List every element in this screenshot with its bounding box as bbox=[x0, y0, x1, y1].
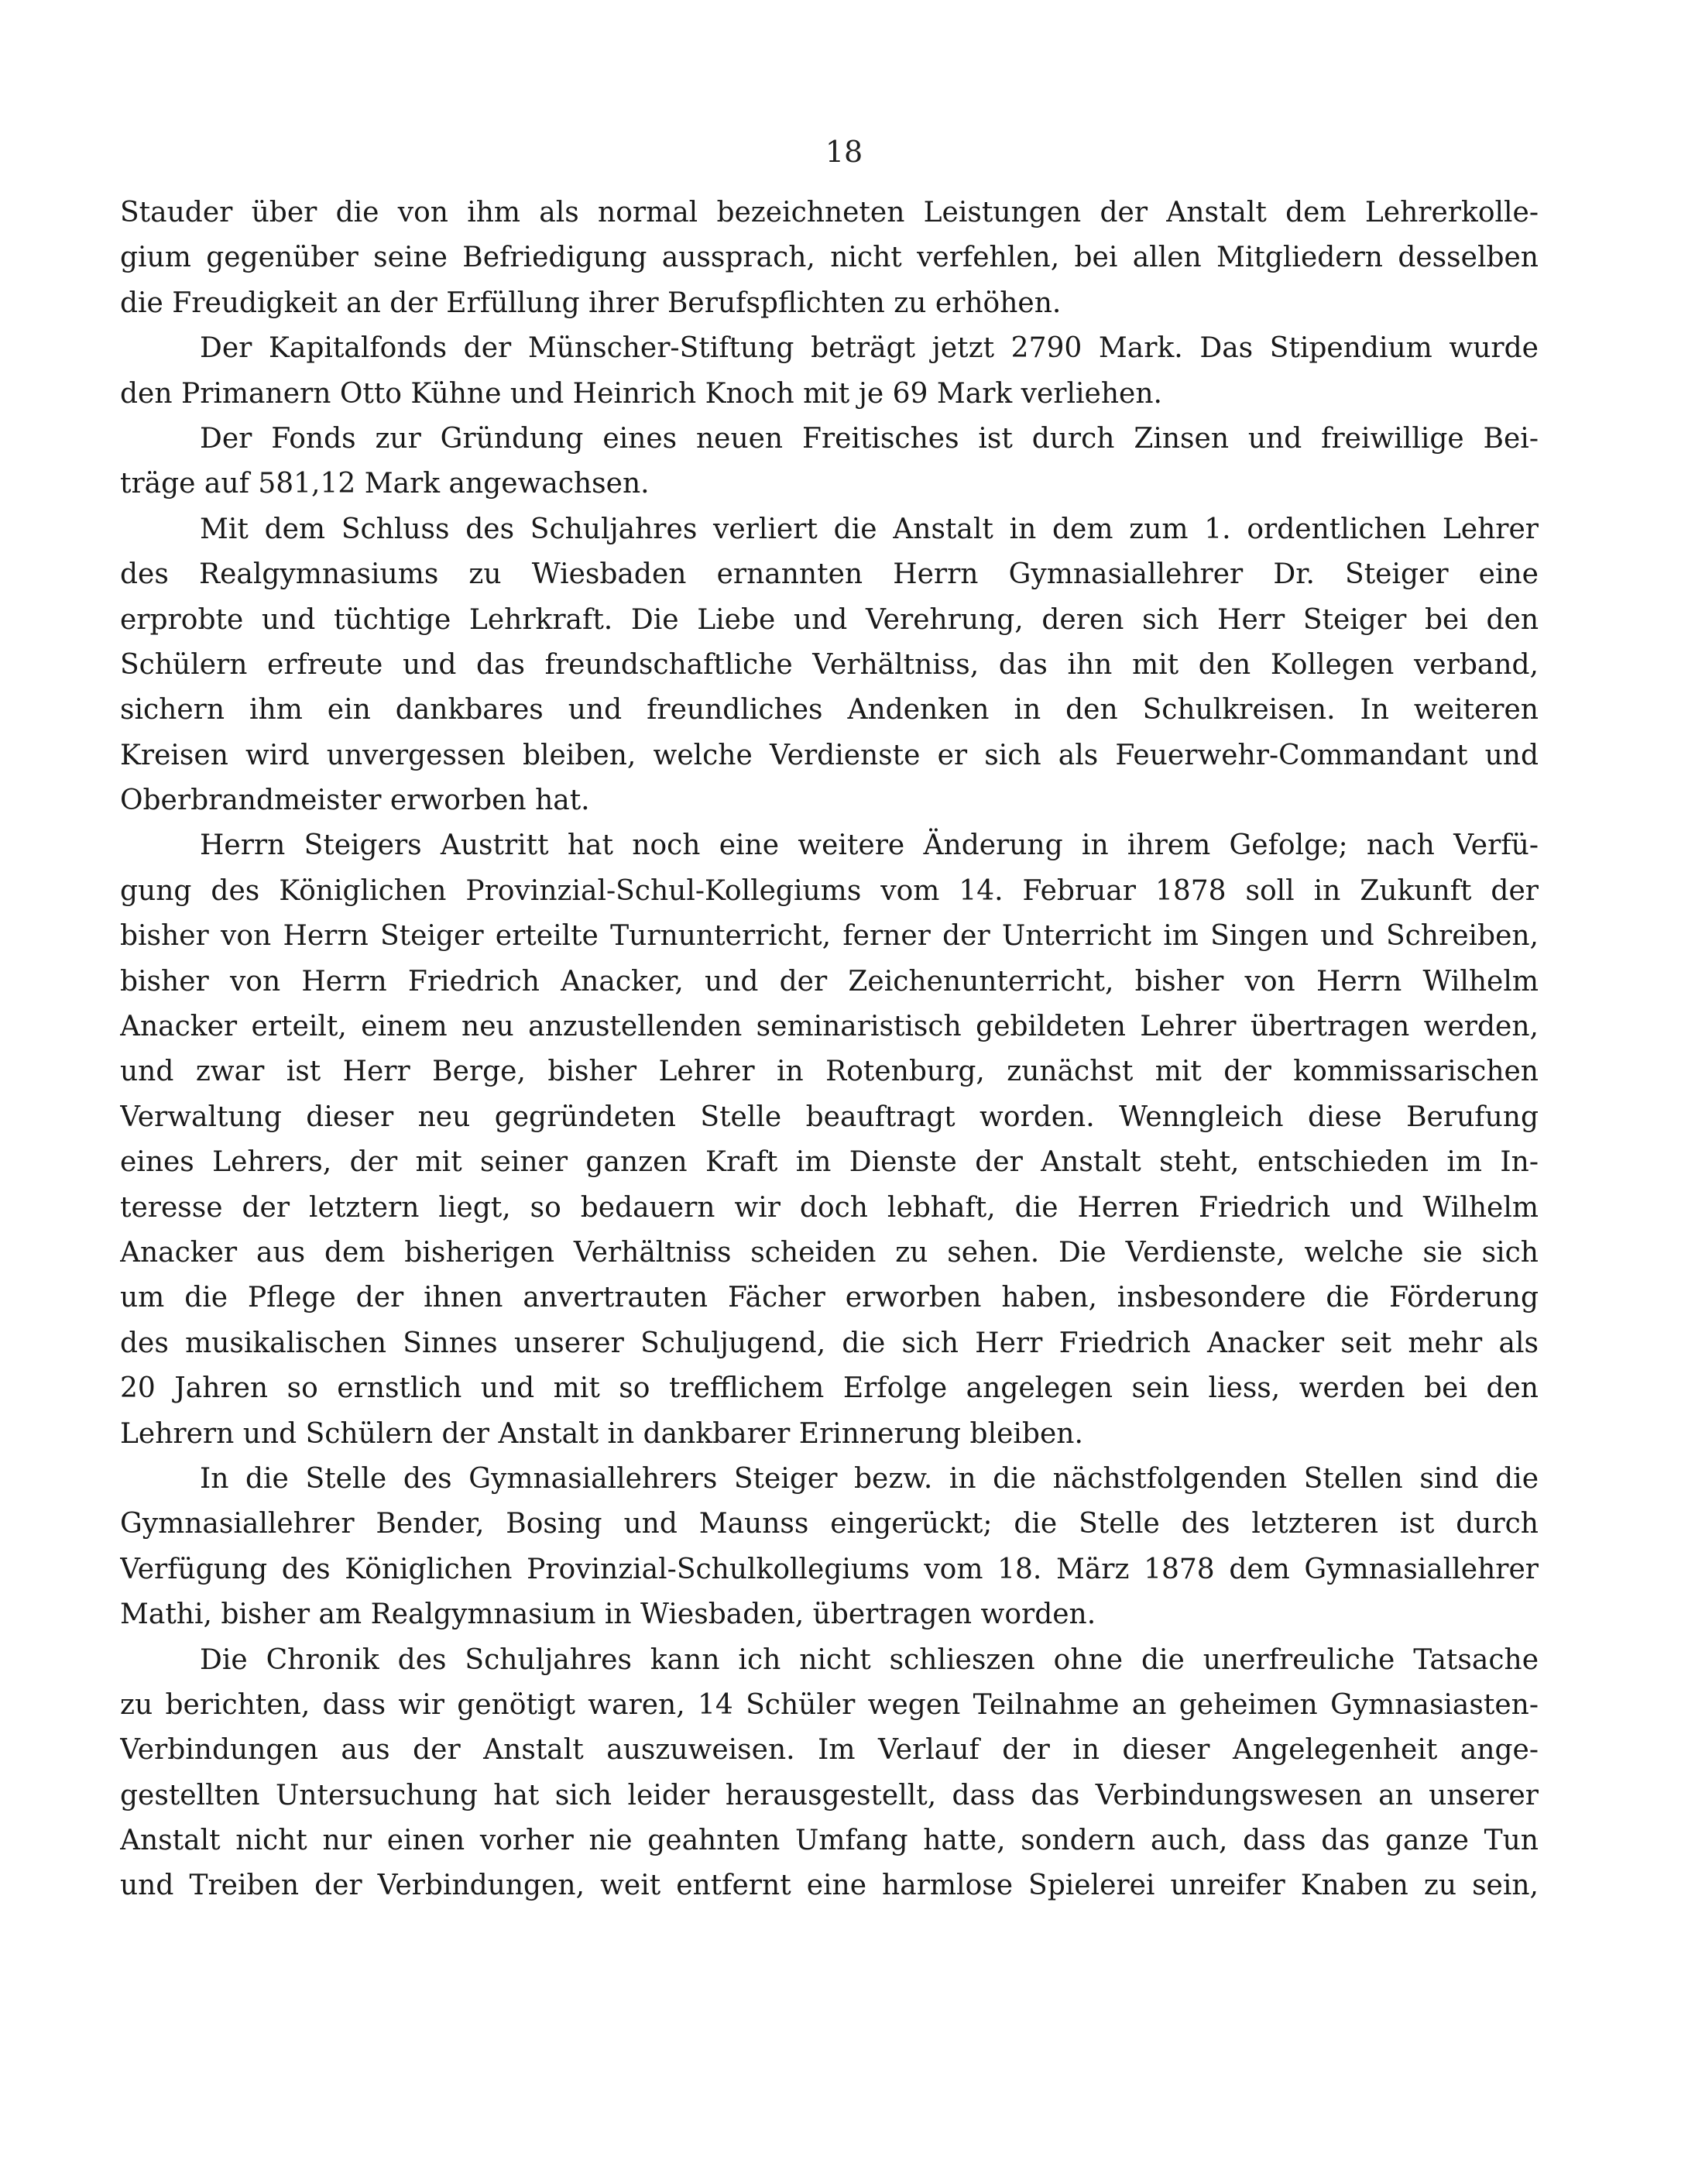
text-line: Schülern erfreute und das freundschaftliche Verhältniss, das ihn mit den Kollegen verband, bbox=[120, 648, 1539, 681]
text-line: Die Chronik des Schuljahres kann ich nicht schlieszen ohne die unerfreuliche Tatsache bbox=[200, 1643, 1539, 1676]
text-line: Herrn Steigers Austritt hat noch eine weitere Änderung in ihrem Gefolge; nach Verfü- bbox=[200, 829, 1539, 862]
text-line: Anstalt nicht nur einen vorher nie geahnten Umfang hatte, sondern auch, dass das ganze Tun bbox=[120, 1825, 1539, 1857]
text-line: die Freudigkeit an der Erfüllung ihrer Berufspflichten zu erhöhen. bbox=[120, 287, 1062, 319]
page-number: 18 bbox=[825, 135, 863, 169]
text-line: In die Stelle des Gymnasiallehrers Steiger bezw. in die nächstfolgenden Stellen sind die bbox=[200, 1462, 1539, 1495]
text-line: Verwaltung dieser neu gegründeten Stelle beauftragt worden. Wenngleich diese Berufung bbox=[120, 1101, 1539, 1133]
text-line: des Realgymnasiums zu Wiesbaden ernannten Herrn Gymnasiallehrer Dr. Steiger eine bbox=[120, 558, 1539, 591]
text-line: Der Kapitalfonds der Münscher-Stiftung beträgt jetzt 2790 Mark. Das Stipendium wurde bbox=[200, 332, 1539, 365]
text-line: bisher von Herrn Steiger erteilte Turnunterricht, ferner der Unterricht im Singen und Schreiben, bbox=[120, 920, 1539, 953]
text-line: Der Fonds zur Gründung eines neuen Freitisches ist durch Zinsen und freiwillige Bei- bbox=[200, 422, 1539, 455]
text-line: Anacker aus dem bisherigen Verhältniss scheiden zu sehen. Die Verdienste, welche sie sich bbox=[120, 1236, 1539, 1269]
body-text bbox=[120, 191, 1539, 1909]
text-line: gium gegenüber seine Befriedigung aussprach, nicht verfehlen, bei allen Mitgliedern desselben bbox=[120, 242, 1539, 274]
text-line: bisher von Herrn Friedrich Anacker, und der Zeichenunterricht, bisher von Herrn Wilhelm bbox=[120, 965, 1539, 998]
text-line: des musikalischen Sinnes unserer Schuljugend, die sich Herr Friedrich Anacker seit mehr als bbox=[120, 1327, 1539, 1359]
text-line: und Treiben der Verbindungen, weit entfernt eine harmlose Spielerei unreifer Knaben zu sein, bbox=[120, 1870, 1539, 1902]
text-line: Mathi, bisher am Realgymnasium in Wiesbaden, übertragen worden. bbox=[120, 1599, 1096, 1631]
text-line: Oberbrandmeister erworben hat. bbox=[120, 785, 590, 817]
text-line: Kreisen wird unvergessen bleiben, welche Verdienste er sich als Feuerwehr-Commandant und bbox=[120, 739, 1539, 771]
text-line: Verfügung des Königlichen Provinzial-Schulkollegiums vom 18. März 1878 dem Gymnasiallehrer bbox=[120, 1553, 1539, 1585]
text-line: Stauder über die von ihm als normal bezeichneten Leistungen der Anstalt dem Lehrerkolle- bbox=[120, 197, 1539, 228]
text-line: zu berichten, dass wir genötigt waren, 14 Schüler wegen Teilnahme an geheimen Gymnasiasten- bbox=[120, 1688, 1539, 1721]
text-line: gestellten Untersuchung hat sich leider herausgestellt, dass das Verbindungswesen an unserer bbox=[120, 1779, 1539, 1811]
text-line: Gymnasiallehrer Bender, Bosing und Maunss eingerückt; die Stelle des letzteren ist durch bbox=[120, 1508, 1539, 1540]
text-line: den Primanern Otto Kühne und Heinrich Knoch mit je 69 Mark verliehen. bbox=[120, 377, 1162, 410]
text-line: um die Pflege der ihnen anvertrauten Fächer erworben haben, insbesondere die Förderung bbox=[120, 1282, 1539, 1314]
text-line: Mit dem Schluss des Schuljahres verliert die Anstalt in dem zum 1. ordentlichen Lehrer bbox=[200, 513, 1539, 545]
text-line: 20 Jahren so ernstlich und mit so trefflichem Erfolge angelegen sein liess, werden bei den bbox=[120, 1372, 1539, 1405]
text-line: träge auf 581,12 Mark angewachsen. bbox=[120, 468, 650, 500]
text-line: Lehrern und Schülern der Anstalt in dankbarer Erinnerung bleiben. bbox=[120, 1417, 1083, 1450]
text-line: und zwar ist Herr Berge, bisher Lehrer in Rotenburg, zunächst mit der kommissarischen bbox=[120, 1056, 1539, 1088]
text-line: sichern ihm ein dankbares und freundliches Andenken in den Schulkreisen. In weiteren bbox=[120, 694, 1539, 726]
text-line: gung des Königlichen Provinzial-Schul-Kollegiums vom 14. Februar 1878 soll in Zukunft der bbox=[120, 874, 1539, 907]
text-line: Verbindungen aus der Anstalt auszuweisen. Im Verlauf der in dieser Angelegenheit ange- bbox=[120, 1734, 1539, 1767]
text-line: eines Lehrers, der mit seiner ganzen Kraft im Dienste der Anstalt steht, entschieden im In- bbox=[120, 1146, 1539, 1179]
text-line: teresse der letztern liegt, so bedauern wir doch lebhaft, die Herren Friedrich und Wilhelm bbox=[120, 1191, 1539, 1224]
text-line: Anacker erteilt, einem neu anzustellenden seminaristisch gebildeten Lehrer übertragen werden, bbox=[120, 1011, 1539, 1043]
text-line: erprobte und tüchtige Lehrkraft. Die Liebe und Verehrung, deren sich Herr Steiger bei den bbox=[120, 603, 1539, 636]
